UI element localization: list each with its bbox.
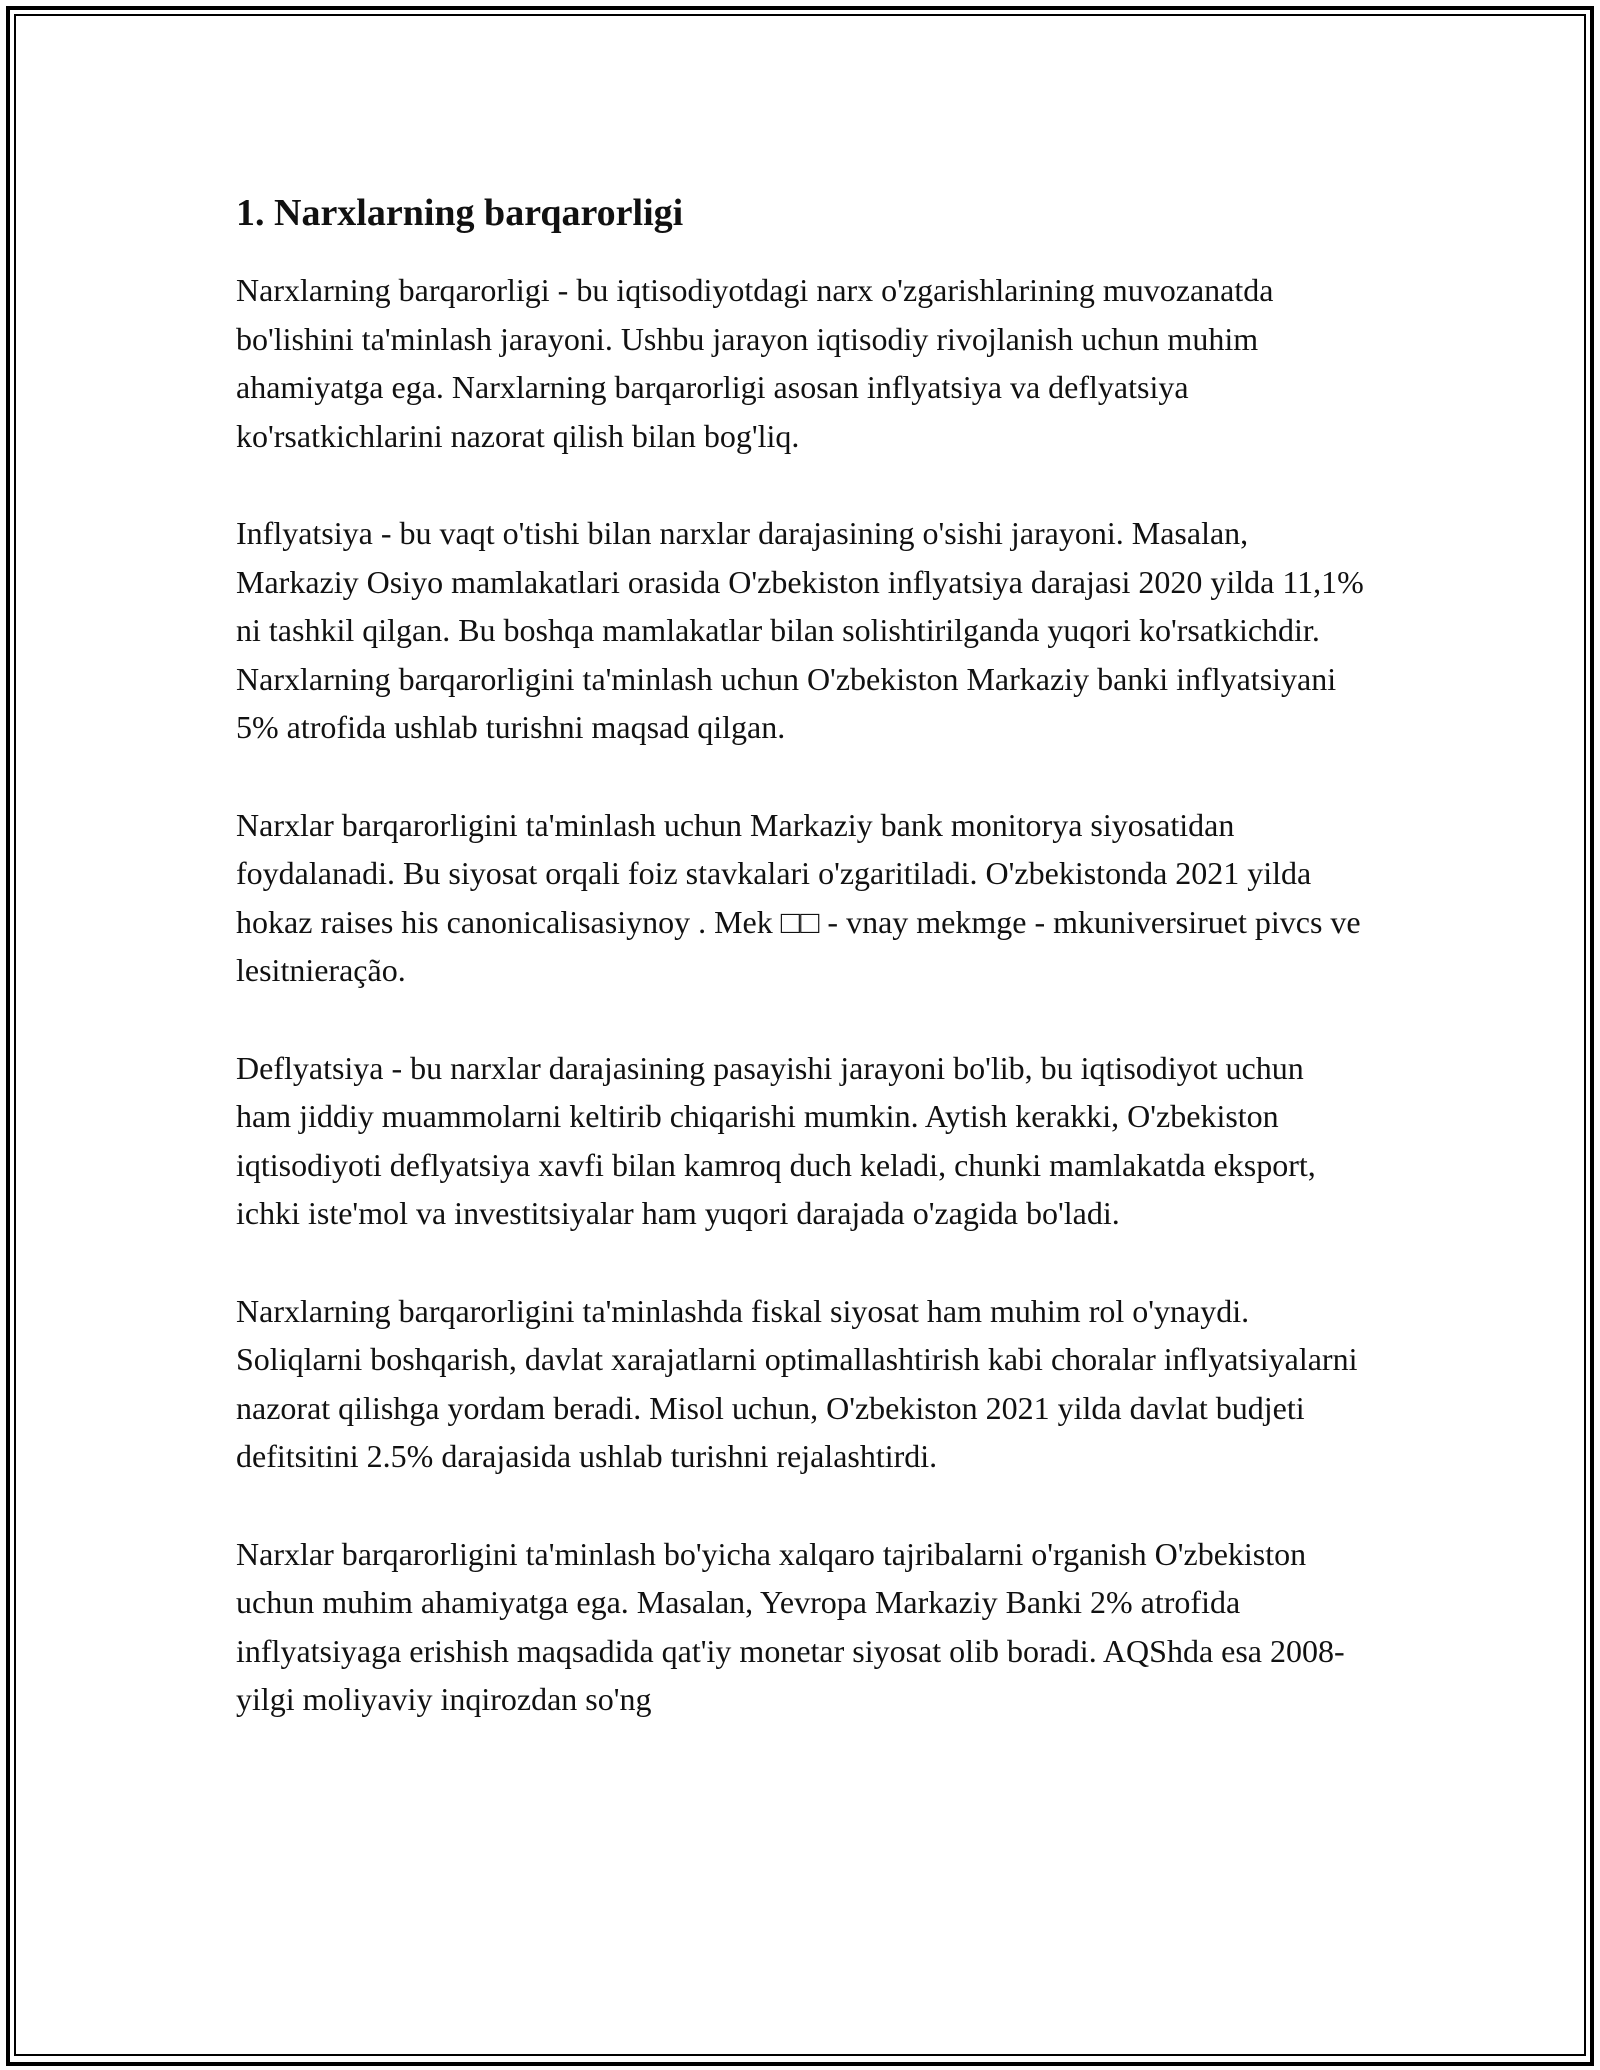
paragraph-deflation: Deflyatsiya - bu narxlar darajasining pasayishi jarayoni bo'lib, bu iqtisodiyot uchun ham jiddiy muammolarni keltirib chiqarishi mumkin. Aytish kerakki, O'zbekiston iqtisodiyoti deflyatsiya xavfi bilan kamroq duch keladi, chunki mamlakatda eksport, ichki iste'mol va investitsiyalar ham yuqori darajada o'zagida bo'ladi.	[236, 1049, 1316, 1231]
section-heading: 1. Narxlarning barqarorligi	[236, 192, 684, 234]
document-body	[236, 188, 1366, 1773]
paragraph-price-stability: Narxlarning barqarorligi - bu iqtisodiyotdagi narx o'zgarishlarining muvozanatda bo'lishini ta'minlash jarayoni. Ushbu jarayon iqtisodiy rivojlanish uchun muhim ahamiyatga ega. Narxlarning barqarorligi asosan inflyatsiya va deflyatsiya ko'rsatkichlarini nazorat qilish bilan bog'liq.	[236, 272, 1274, 454]
paragraph-inflation: Inflyatsiya - bu vaqt o'tishi bilan narxlar darajasining o'sishi jarayoni. Masalan, Markaziy Osiyo mamlakatlari orasida O'zbekiston inflyatsiya darajasi 2020 yilda 11,1% ni tashkil qilgan. Bu boshqa mamlakatlar bilan solishtirilganda yuqori ko'rsatkichdir. Narxlarning barqarorligini ta'minlash uchun O'zbekiston Markaziy banki inflyatsiyani 5% atrofida ushlab turishni maqsad qilgan.	[236, 515, 1364, 745]
paragraph-fiscal-policy: Narxlarning barqarorligini ta'minlashda fiskal siyosat ham muhim rol o'ynaydi. Soliqlarni boshqarish, davlat xarajatlarni optimallashtirish kabi choralar inflyatsiyalarni nazorat qilishga yordam beradi. Misol uchun, O'zbekiston 2021 yilda davlat budjeti defitsitini 2.5% darajasida ushlab turishni rejalashtirdi.	[236, 1292, 1358, 1474]
paragraph-international-experience: Narxlar barqarorligini ta'minlash bo'yicha xalqaro tajribalarni o'rganish O'zbekiston uchun muhim ahamiyatga ega. Masalan, Yevropa Markaziy Banki 2% atrofida inflyatsiyaga erishish maqsadida qat'iy monetar siyosat olib boradi. AQShda esa 2008-yilgi moliyaviy inqirozdan so'ng	[236, 1535, 1345, 1717]
paragraph-monetary-policy: Narxlar barqarorligini ta'minlash uchun Markaziy bank monitorya siyosatidan foydalanadi. Bu siyosat orqali foiz stavkalari o'zgaritiladi. O'zbekistonda 2021 yilda hokaz raises his canonicalisasiynoy . Mek □□ - vnay mekmge - mkuniversiruet pivcs ve lesitnieração.	[236, 806, 1361, 988]
